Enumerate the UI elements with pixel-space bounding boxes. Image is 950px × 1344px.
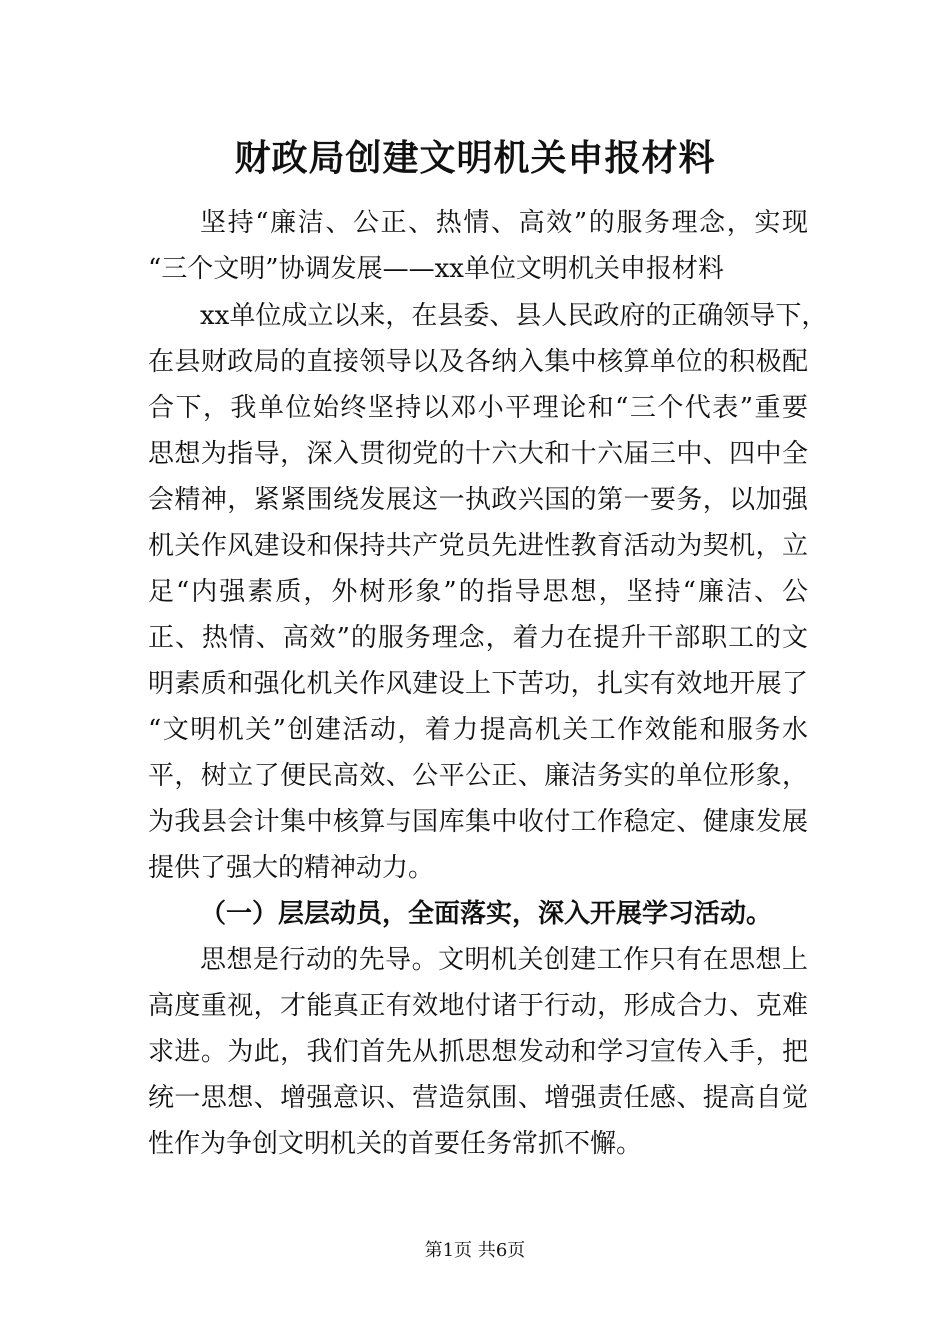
- paragraph-line: 性作为争创文明机关的首要任务常抓不懈。: [148, 1129, 643, 1159]
- paragraph-line: “文明机关”创建活动，着力提高机关工作效能和服务水: [148, 715, 808, 745]
- section-heading: （一）层层动员，全面落实，深入开展学习活动。: [200, 899, 773, 929]
- paragraph-line: 正、热情、高效”的服务理念，着力在提升干部职工的文: [148, 623, 808, 653]
- page-footer: 第1页 共6页: [424, 1240, 526, 1261]
- paragraph-line: 明素质和强化机关作风建设上下苦功，扎实有效地开展了: [148, 669, 808, 699]
- paragraph-line: 会精神，紧紧围绕发展这一执政兴国的第一要务，以加强: [148, 485, 808, 515]
- paragraph-line: xx单位成立以来，在县委、县人民政府的正确领导下，: [200, 301, 828, 331]
- paragraph-line: 统一思想、增强意识、营造氛围、增强责任感、提高自觉: [148, 1083, 808, 1113]
- paragraph-line: 合下，我单位始终坚持以邓小平理论和“三个代表”重要: [148, 393, 808, 423]
- paragraph-line: 求进。为此，我们首先从抓思想发动和学习宣传入手，把: [148, 1037, 808, 1067]
- paragraph-line: 平，树立了便民高效、公平公正、廉洁务实的单位形象，: [148, 761, 808, 791]
- paragraph-line: “三个文明”协调发展——xx单位文明机关申报材料: [148, 254, 724, 284]
- paragraph-line: 思想是行动的先导。文明机关创建工作只有在思想上: [200, 945, 808, 975]
- paragraph-line: 机关作风建设和保持共产党员先进性教育活动为契机，立: [148, 531, 808, 561]
- document-title: 财政局创建文明机关申报材料: [234, 137, 716, 179]
- paragraph-line: 思想为指导，深入贯彻党的十六大和十六届三中、四中全: [148, 439, 808, 469]
- paragraph-line: 足“内强素质，外树形象”的指导思想，坚持“廉洁、公: [148, 577, 808, 607]
- paragraph-line: 提供了强大的精神动力。: [148, 853, 435, 883]
- paragraph-line: 在县财政局的直接领导以及各纳入集中核算单位的积极配: [148, 347, 808, 377]
- paragraph-line: 为我县会计集中核算与国库集中收付工作稳定、健康发展: [148, 807, 808, 837]
- paragraph-line: 高度重视，才能真正有效地付诸于行动，形成合力、克难: [148, 991, 808, 1021]
- paragraph-line: 坚持“廉洁、公正、热情、高效”的服务理念，实现: [200, 208, 808, 238]
